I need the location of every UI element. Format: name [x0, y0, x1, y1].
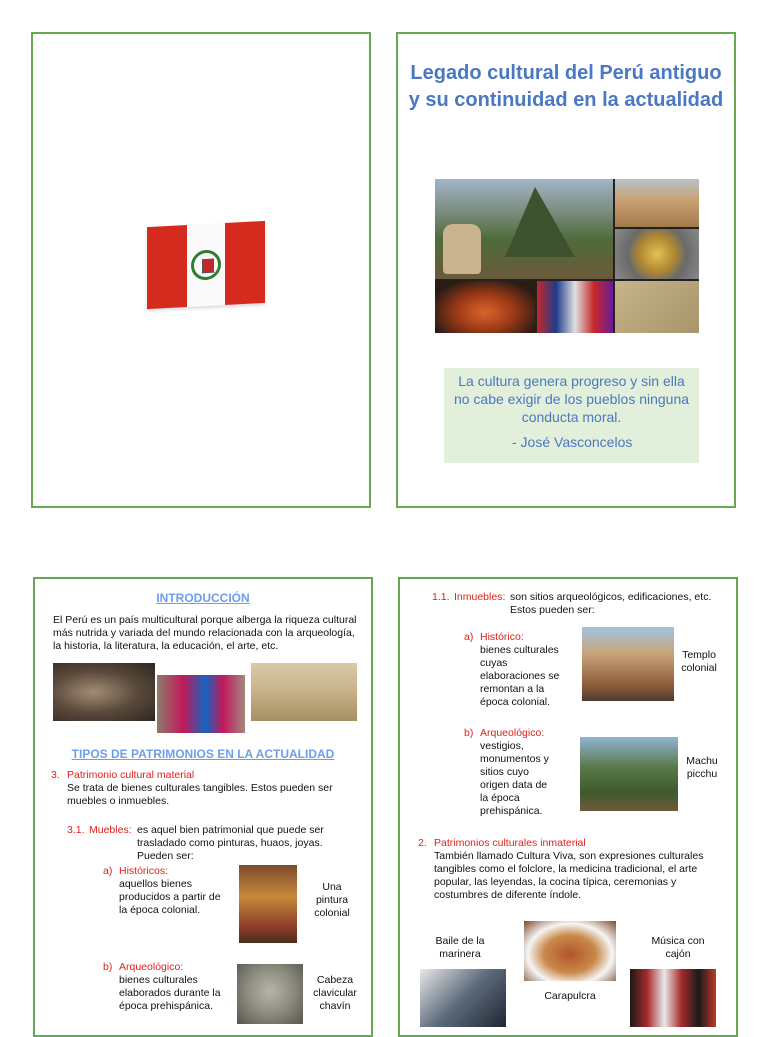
page-introduccion — [33, 577, 373, 1037]
inmat-text: También llamado Cultura Viva, son expresiones culturales tangibles como el folclore, la medicina tradicional, el arte popular, las leyendas, la cocina típica, ceremonias y costumbres de diferente índole. — [434, 850, 704, 901]
inmat-title: Patrimonios culturales inmaterial — [434, 837, 586, 849]
arq-title: Arqueológico: — [480, 727, 545, 739]
hist-title: Histórico: — [480, 631, 524, 643]
inmat-num: 2. — [418, 837, 427, 849]
caption-carapulcra: Carapulcra — [544, 990, 596, 1002]
hist-letter: a) — [103, 865, 113, 877]
hist-caption: Una pintura colonial — [314, 881, 350, 919]
arq-caption: Machu picchu — [686, 755, 718, 780]
arq-caption: Cabeza clavicular chavín — [313, 974, 357, 1012]
material-text: Se trata de bienes culturales tangibles. Estos pueden ser muebles o inmuebles. — [67, 782, 333, 807]
caption-cajon: Música con cajón — [651, 935, 705, 960]
machu-picchu-photo — [580, 737, 678, 811]
muebles-num: 3.1. — [67, 824, 85, 836]
colonial-temple-photo — [582, 627, 674, 701]
cover-collage-image — [435, 179, 699, 333]
quote-text: La cultura genera progreso y sin ella no cabe exigir de los pueblos ninguna conducta moral. — [453, 373, 690, 425]
marinera-dance-photo — [420, 969, 506, 1027]
coat-of-arms-icon — [191, 249, 221, 281]
arq-title: Arqueológico: — [119, 961, 184, 973]
page-patrimonios — [398, 577, 738, 1037]
carapulcra-dish-photo — [524, 921, 616, 981]
peru-flag-image — [147, 221, 265, 309]
material-title: Patrimonio cultural material — [67, 769, 195, 781]
hist-caption: Templo colonial — [681, 649, 717, 674]
material-num: 3. — [51, 769, 60, 781]
colonial-painting-photo — [239, 865, 297, 943]
hist-text: bienes culturales cuyas elaboraciones se remontan a la época colonial. — [480, 644, 560, 708]
dancers-photo — [157, 675, 245, 733]
lake-photo — [435, 281, 535, 333]
machu-picchu-photo — [435, 179, 613, 279]
inm-title: Inmuebles: — [454, 591, 506, 603]
arq-letter: b) — [464, 727, 474, 739]
arq-text: vestigios, monumentos y sitios cuyo origen data de la época prehispánica. — [480, 740, 549, 817]
muebles-text: es aquel bien patrimonial que puede ser trasladado como pinturas, huaos, joyas. Pueden ser: — [137, 824, 324, 862]
arq-letter: b) — [103, 961, 113, 973]
dancers-photo — [537, 281, 613, 333]
cajon-music-photo — [630, 969, 716, 1027]
ceramics-photo — [53, 663, 155, 721]
page-cover — [396, 32, 736, 508]
chavin-head-photo — [237, 964, 303, 1024]
intro-paragraph: El Perú es un país multicultural porque alberga la riqueza cultural más nutrida y variada del mundo relacionada con la arqueología, la historia, la literatura, la educación, el arte, etc. — [53, 614, 357, 652]
tipos-heading: TIPOS DE PATRIMONIOS EN LA ACTUALIDAD — [71, 747, 335, 761]
archaeological-site-photo — [251, 663, 357, 721]
arq-text: bienes culturales elaborados durante la época prehispánica. — [119, 974, 221, 1012]
cover-title: Legado cultural del Perú antiguo y su continuidad en la actualidad — [408, 62, 724, 111]
hist-text: aquellos bienes producidos a partir de la época colonial. — [119, 878, 221, 916]
hist-letter: a) — [464, 631, 474, 643]
nazca-lines-photo — [615, 281, 699, 333]
quote-author: - José Vasconcelos — [512, 434, 633, 450]
quote-box — [444, 368, 699, 463]
hist-title: Históricos: — [119, 865, 169, 877]
page-flag — [31, 32, 371, 508]
ruins-photo — [615, 179, 699, 227]
caption-marinera: Baile de la marinera — [435, 935, 485, 960]
inm-num: 1.1. — [432, 591, 450, 603]
muebles-title: Muebles: — [89, 824, 132, 836]
inm-text: son sitios arqueológicos, edificaciones, etc. Estos pueden ser: — [510, 591, 712, 616]
intro-heading: INTRODUCCIÓN — [156, 591, 250, 605]
gold-mask-photo — [615, 229, 699, 279]
